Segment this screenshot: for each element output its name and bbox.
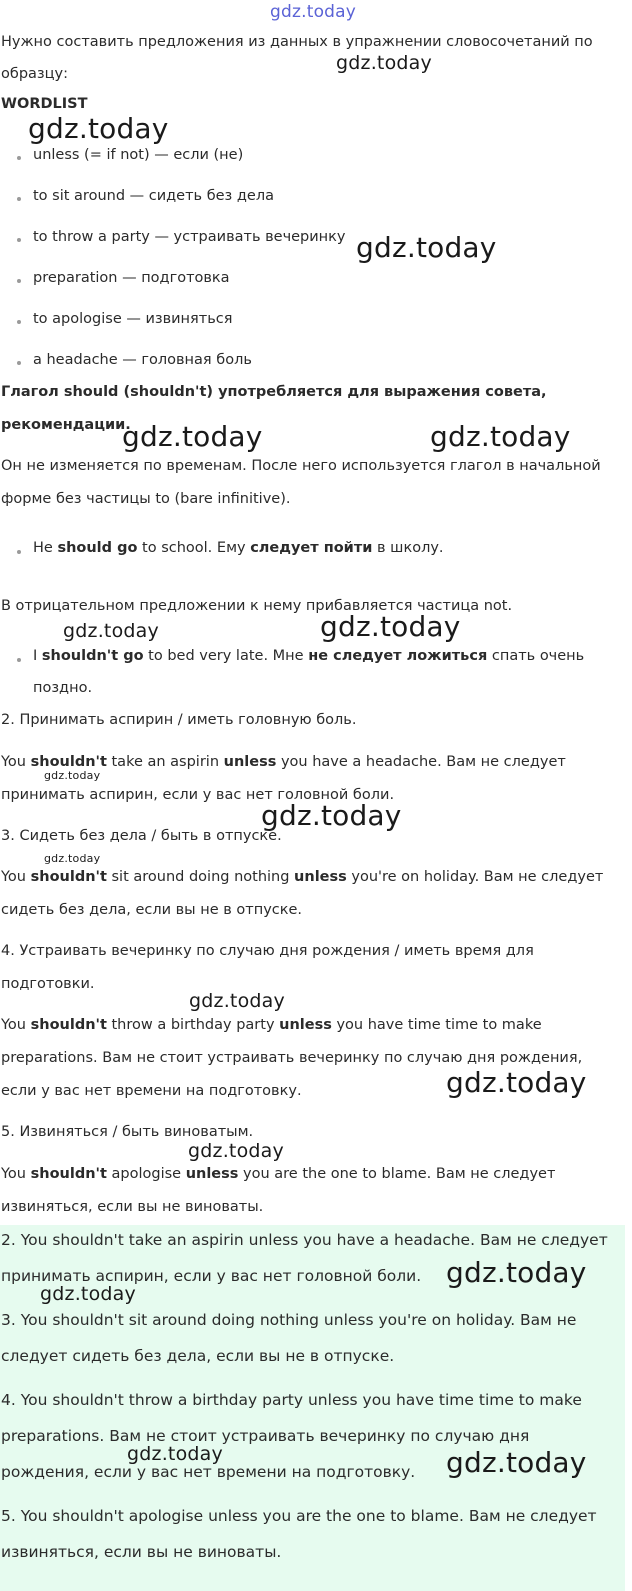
watermark: gdz.today xyxy=(446,1066,587,1099)
negative-note: В отрицательном предложении к нему прибавляется частица not. xyxy=(1,598,513,614)
grammar-form: Он не изменяется по временам. После него используется глагол в начальной xyxy=(1,458,601,474)
task-answer: You shouldn't take an aspirin unless you have a headache. Вам не следует xyxy=(1,754,566,770)
task-heading: 4. Устраивать вечеринку по случаю дня рождения / иметь время для xyxy=(1,943,534,959)
bullet-icon xyxy=(17,279,21,283)
answer-line: 5. You shouldn't apologise unless you are the one to blame. Вам не следует xyxy=(1,1507,597,1525)
answer-line: рождения, если у вас нет времени на подготовку. xyxy=(1,1463,416,1481)
grammar-rule: рекомендации. xyxy=(1,417,131,433)
answer-line: 3. You shouldn't sit around doing nothing unless you're on holiday. Вам не xyxy=(1,1311,577,1329)
wordlist-item: unless (= if not) — если (не) xyxy=(33,147,244,163)
wordlist-item: a headache — головная боль xyxy=(33,352,252,368)
watermark: gdz.today xyxy=(127,1443,223,1465)
watermark: gdz.today xyxy=(28,112,169,145)
task-answer-line: если у вас нет времени на подготовку. xyxy=(1,1083,302,1099)
answer-line: извиняться, если вы не виноваты. xyxy=(1,1543,282,1561)
task-heading-line: подготовки. xyxy=(1,976,95,992)
bullet-icon xyxy=(17,197,21,201)
watermark: gdz.today xyxy=(336,52,432,74)
watermark: gdz.today xyxy=(320,610,461,643)
watermark: gdz.today xyxy=(44,769,101,782)
bullet-icon xyxy=(17,550,21,554)
watermark: gdz.today xyxy=(44,852,101,865)
answer-line: следует сидеть без дела, если вы не в отпуске. xyxy=(1,1347,395,1365)
bullet-icon xyxy=(17,320,21,324)
wordlist-item: to sit around — сидеть без дела xyxy=(33,188,274,204)
task-answer-line: принимать аспирин, если у вас нет головной боли. xyxy=(1,787,395,803)
intro-line: образцу: xyxy=(1,66,68,82)
watermark: gdz.today xyxy=(122,420,263,453)
watermark: gdz.today xyxy=(356,231,497,264)
task-heading: 2. Принимать аспирин / иметь головную боль. xyxy=(1,712,357,728)
bullet-icon xyxy=(17,361,21,365)
answer-line: 4. You shouldn't throw a birthday party unless you have time time to make xyxy=(1,1391,582,1409)
watermark: gdz.today xyxy=(40,1283,136,1305)
task-answer: You shouldn't apologise unless you are the one to blame. Вам не следует xyxy=(1,1166,556,1182)
answer-line: 2. You shouldn't take an aspirin unless you have a headache. Вам не следует xyxy=(1,1231,608,1249)
watermark: gdz.today xyxy=(270,2,357,22)
wordlist-item: to throw a party — устраивать вечеринку xyxy=(33,229,346,245)
task-answer: You shouldn't sit around doing nothing unless you're on holiday. Вам не следует xyxy=(1,869,604,885)
example-sentence: He should go to school. Ему следует пойти в школу. xyxy=(33,540,444,556)
task-heading: 5. Извиняться / быть виноватым. xyxy=(1,1124,254,1140)
wordlist-item: preparation — подготовка xyxy=(33,270,230,286)
watermark: gdz.today xyxy=(446,1446,587,1479)
answer-line: принимать аспирин, если у вас нет головной боли. xyxy=(1,1267,422,1285)
task-answer-line: preparations. Вам не стоит устраивать вечеринку по случаю дня рождения, xyxy=(1,1050,583,1066)
watermark: gdz.today xyxy=(189,990,285,1012)
watermark: gdz.today xyxy=(261,799,402,832)
example-sentence: I shouldn't go to bed very late. Мне не следует ложиться спать очень xyxy=(33,648,585,664)
grammar-form: форме без частицы to (bare infinitive). xyxy=(1,491,291,507)
watermark: gdz.today xyxy=(188,1140,284,1162)
task-heading: 3. Сидеть без дела / быть в отпуске. xyxy=(1,828,282,844)
task-answer-line: извиняться, если вы не виноваты. xyxy=(1,1199,264,1215)
bullet-icon xyxy=(17,238,21,242)
watermark: gdz.today xyxy=(63,620,159,642)
intro-line: Нужно составить предложения из данных в упражнении словосочетаний по xyxy=(1,34,593,50)
watermark: gdz.today xyxy=(446,1256,587,1289)
example-sentence-line: поздно. xyxy=(33,680,93,696)
wordlist-item: to apologise — извиняться xyxy=(33,311,233,327)
task-answer-line: сидеть без дела, если вы не в отпуске. xyxy=(1,902,303,918)
bullet-icon xyxy=(17,658,21,662)
watermark: gdz.today xyxy=(430,420,571,453)
grammar-rule: Глагол should (shouldn't) употребляется для выражения совета, xyxy=(1,384,547,400)
task-answer: You shouldn't throw a birthday party unless you have time time to make xyxy=(1,1017,542,1033)
bullet-icon xyxy=(17,156,21,160)
answer-line: preparations. Вам не стоит устраивать вечеринку по случаю дня xyxy=(1,1427,530,1445)
wordlist-title: WORDLIST xyxy=(1,96,88,112)
